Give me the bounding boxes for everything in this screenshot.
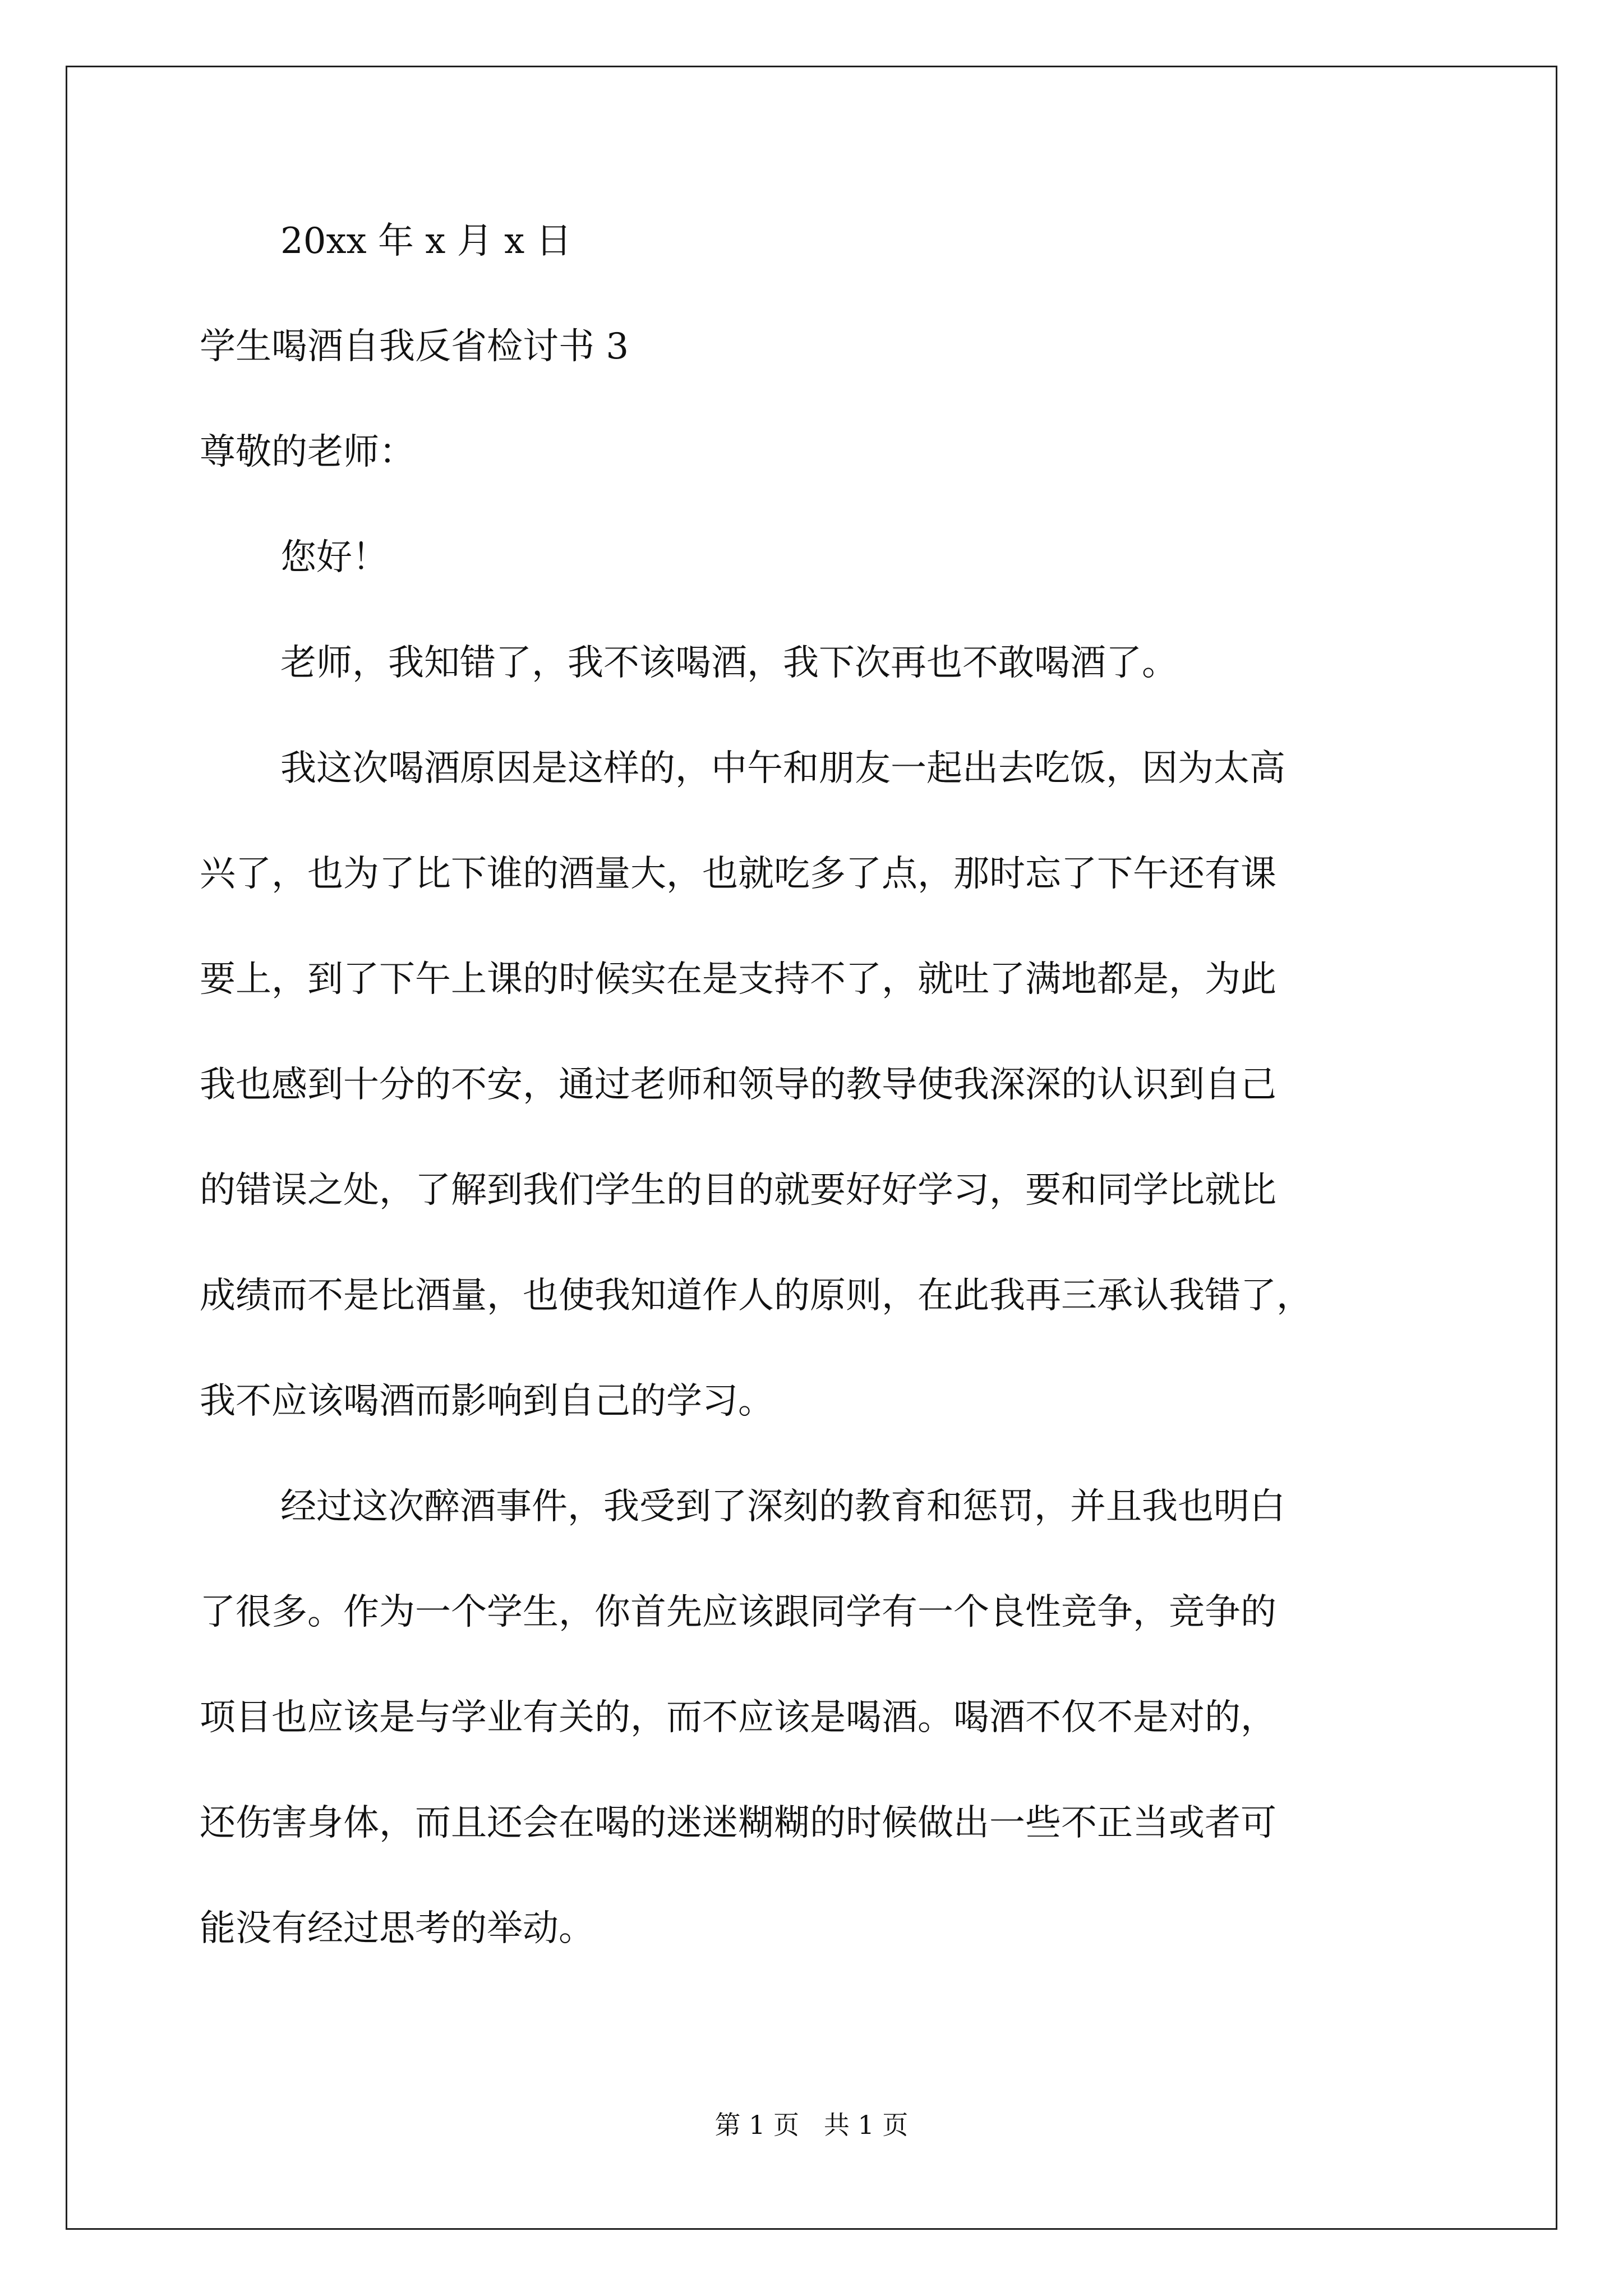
- paragraph-line: 我也感到十分的不安，通过老师和领导的教导使我深深的认识到自己: [200, 1064, 1276, 1106]
- paragraph-line: 项目也应该是与学业有关的，而不应该是喝酒。喝酒不仅不是对的，: [200, 1697, 1276, 1738]
- paragraph-1: [200, 635, 1428, 691]
- greeting: 您好！: [280, 537, 388, 578]
- paragraph-line: 的错误之处，了解到我们学生的目的就要好好学习，要和同学比就比: [200, 1170, 1276, 1211]
- paragraph-3: [200, 1479, 1428, 1957]
- paragraph-line: 要上，到了下午上课的时候实在是支持不了，就吐了满地都是，为此: [200, 959, 1276, 1000]
- paragraph-line: 还伤害身体，而且还会在喝的迷迷糊糊的时候做出一些不正当或者可: [200, 1802, 1276, 1844]
- page-footer: 第 1 页 共 1 页: [714, 2110, 909, 2140]
- paragraph-line: 成绩而不是比酒量，也使我知道作人的原则，在此我再三承认我错了，: [200, 1275, 1312, 1317]
- paragraph-line: 我不应该喝酒而影响到自己的学习。: [200, 1381, 774, 1422]
- paragraph-line: 老师，我知错了，我不该喝酒，我下次再也不敢喝酒了。: [280, 642, 1178, 684]
- paragraph-2: [200, 740, 1428, 1429]
- paragraph-line: 了很多。作为一个学生，你首先应该跟同学有一个良性竞争，竞争的: [200, 1591, 1276, 1633]
- document-body: [200, 213, 1428, 2006]
- paragraph-line: 我这次喝酒原因是这样的，中午和朋友一起出去吃饭，因为太高: [280, 748, 1285, 789]
- paragraph-line: 兴了，也为了比下谁的酒量大，也就吃多了点，那时忘了下午还有课: [200, 853, 1276, 895]
- date-line: 20xx 年 x 月 x 日: [280, 220, 572, 262]
- paragraph-line: 经过这次醉酒事件，我受到了深刻的教育和惩罚，并且我也明白: [280, 1486, 1285, 1527]
- paragraph-line: 能没有经过思考的举动。: [200, 1908, 594, 1949]
- salutation: 尊敬的老师：: [200, 431, 415, 473]
- document-title: 学生喝酒自我反省检讨书 3: [200, 326, 629, 367]
